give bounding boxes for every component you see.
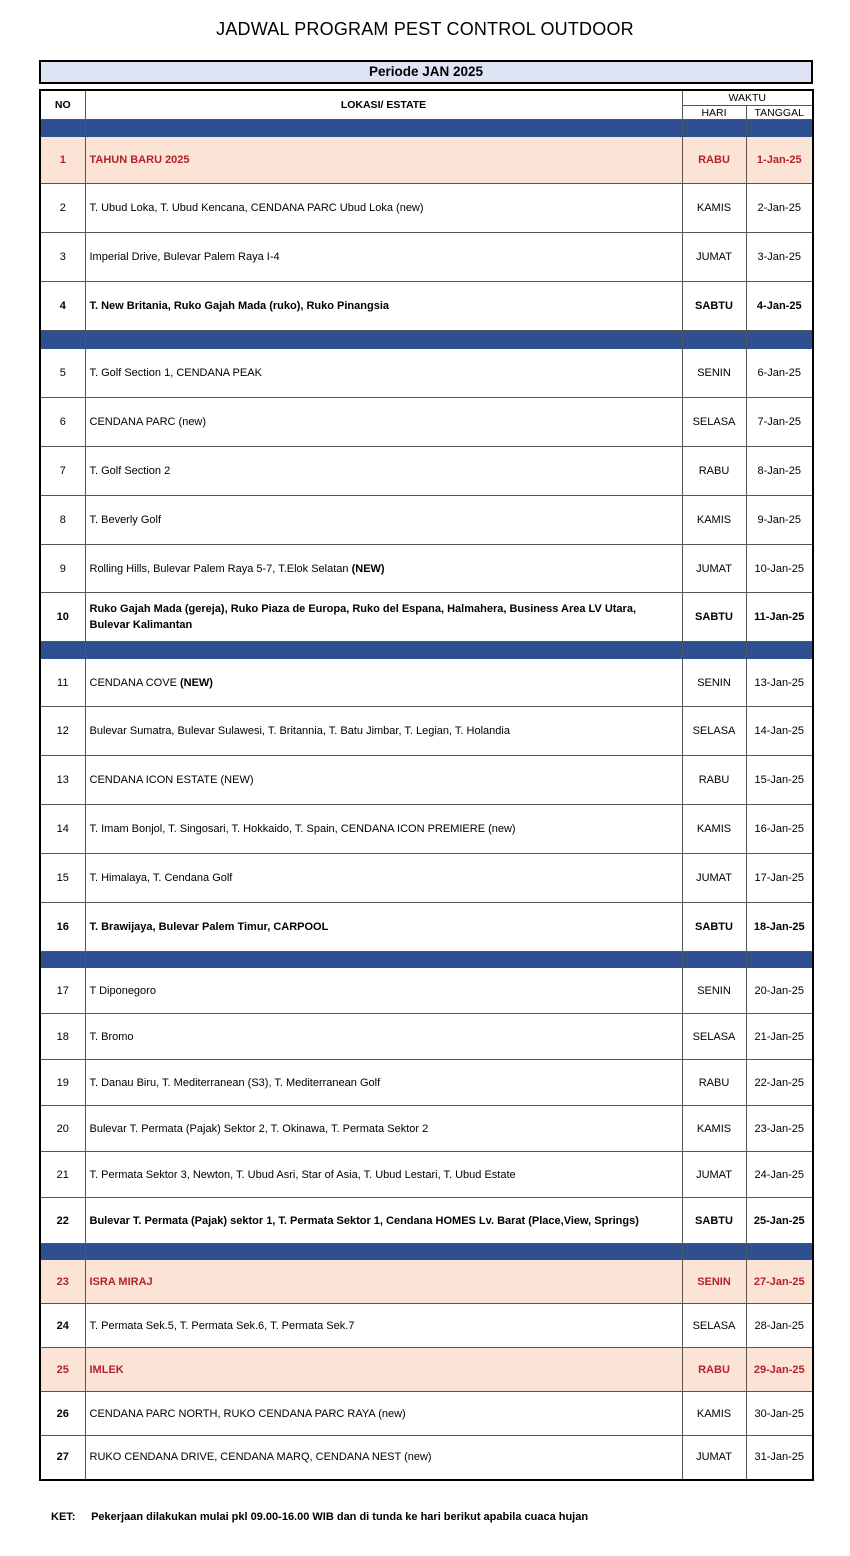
footnote	[51, 1511, 588, 1523]
location-text: Bulevar T. Permata (Pajak) Sektor 2, T. Okinawa, T. Permata Sektor 2	[89, 1122, 429, 1135]
row-date: 2-Jan-25	[746, 184, 813, 233]
separator-cell	[40, 952, 85, 968]
row-number: 9	[40, 545, 85, 593]
location-text: ISRA MIRAJ	[89, 1275, 153, 1288]
week-separator	[40, 331, 813, 349]
row-location	[85, 349, 682, 398]
table-row	[40, 756, 813, 805]
row-location	[85, 233, 682, 282]
footnote-text: Pekerjaan dilakukan mulai pkl 09.00-16.00 WIB dan di tunda ke hari berikut apabila cuaca hujan	[91, 1511, 589, 1523]
row-location	[85, 903, 682, 952]
row-date: 10-Jan-25	[746, 545, 813, 593]
location-text: T. Bromo	[89, 1030, 134, 1043]
week-separator	[40, 952, 813, 968]
table-row	[40, 545, 813, 593]
table-row	[40, 659, 813, 707]
separator-cell	[40, 331, 85, 349]
row-location	[85, 1392, 682, 1436]
location-text: T Diponegoro	[89, 984, 156, 997]
table-row	[40, 1348, 813, 1392]
location-text: CENDANA PARC NORTH, RUKO CENDANA PARC RAYA (new)	[89, 1407, 406, 1420]
row-number: 27	[40, 1436, 85, 1480]
row-number: 13	[40, 756, 85, 805]
table-row	[40, 137, 813, 184]
table-row	[40, 447, 813, 496]
row-location	[85, 1014, 682, 1060]
schedule-table	[39, 89, 814, 1481]
separator-cell	[682, 120, 746, 137]
location-text: T. Golf Section 1, CENDANA PEAK	[89, 367, 262, 379]
table-row	[40, 1060, 813, 1106]
location-text: T. Permata Sektor 3, Newton, T. Ubud Asri, Star of Asia, T. Ubud Lestari, T. Ubud Estate	[89, 1168, 516, 1181]
separator-cell	[85, 1244, 682, 1260]
row-location	[85, 1106, 682, 1152]
table-row	[40, 854, 813, 903]
row-location	[85, 496, 682, 545]
period-banner: Periode JAN 2025	[39, 60, 813, 84]
row-day: KAMIS	[682, 1392, 746, 1436]
table-row	[40, 1436, 813, 1480]
week-separator	[40, 1244, 813, 1260]
row-number: 23	[40, 1260, 85, 1304]
row-date: 8-Jan-25	[746, 447, 813, 496]
table-row	[40, 968, 813, 1014]
row-day: JUMAT	[682, 854, 746, 903]
separator-cell	[682, 952, 746, 968]
row-day: KAMIS	[682, 805, 746, 854]
table-row	[40, 349, 813, 398]
row-number: 24	[40, 1304, 85, 1348]
week-separator	[40, 642, 813, 659]
row-day: KAMIS	[682, 496, 746, 545]
table-row	[40, 1198, 813, 1244]
row-day: JUMAT	[682, 1152, 746, 1198]
row-number: 7	[40, 447, 85, 496]
row-date: 23-Jan-25	[746, 1106, 813, 1152]
row-date: 14-Jan-25	[746, 707, 813, 756]
row-day: SABTU	[682, 903, 746, 952]
row-location	[85, 854, 682, 903]
row-date: 17-Jan-25	[746, 854, 813, 903]
row-number: 3	[40, 233, 85, 282]
location-text: IMLEK	[89, 1363, 124, 1376]
row-date: 18-Jan-25	[746, 903, 813, 952]
location-new-tag: (NEW)	[176, 676, 213, 689]
location-text: RUKO CENDANA DRIVE, CENDANA MARQ, CENDANA NEST (new)	[89, 1451, 432, 1464]
table-row	[40, 1304, 813, 1348]
row-location	[85, 593, 682, 642]
row-day: KAMIS	[682, 1106, 746, 1152]
row-date: 25-Jan-25	[746, 1198, 813, 1244]
row-number: 15	[40, 854, 85, 903]
row-day: SELASA	[682, 398, 746, 447]
row-date: 9-Jan-25	[746, 496, 813, 545]
location-text: Rolling Hills, Bulevar Palem Raya 5-7, T.Elok Selatan	[89, 562, 349, 575]
row-location	[85, 1260, 682, 1304]
separator-cell	[85, 642, 682, 659]
row-date: 1-Jan-25	[746, 137, 813, 184]
row-location	[85, 1348, 682, 1392]
row-date: 3-Jan-25	[746, 233, 813, 282]
row-date: 31-Jan-25	[746, 1436, 813, 1480]
row-location	[85, 184, 682, 233]
table-row	[40, 903, 813, 952]
table-row	[40, 1260, 813, 1304]
location-text: Ruko Gajah Mada (gereja), Ruko Piaza de Europa, Ruko del Espana, Halmahera, Business Area LV Utara, Bulevar Kalimantan	[89, 603, 636, 631]
row-location	[85, 1060, 682, 1106]
row-day: SENIN	[682, 1260, 746, 1304]
row-location	[85, 968, 682, 1014]
separator-cell	[746, 642, 813, 659]
header-tanggal: TANGGAL	[746, 106, 813, 120]
separator-cell	[746, 1244, 813, 1260]
table-row	[40, 282, 813, 331]
location-text: CENDANA ICON ESTATE (NEW)	[89, 774, 254, 786]
row-date: 27-Jan-25	[746, 1260, 813, 1304]
row-day: SENIN	[682, 659, 746, 707]
table-row	[40, 496, 813, 545]
row-location	[85, 545, 682, 593]
location-text: T. Permata Sek.5, T. Permata Sek.6, T. Permata Sek.7	[89, 1319, 355, 1332]
page-title: JADWAL PROGRAM PEST CONTROL OUTDOOR	[216, 19, 634, 39]
row-date: 16-Jan-25	[746, 805, 813, 854]
location-text: T. Brawijaya, Bulevar Palem Timur, CARPOOL	[89, 921, 329, 933]
row-location	[85, 756, 682, 805]
row-location	[85, 137, 682, 184]
location-text: Bulevar Sumatra, Bulevar Sulawesi, T. Britannia, T. Batu Jimbar, T. Legian, T. Holandia	[89, 725, 510, 737]
table-row	[40, 805, 813, 854]
location-text: Imperial Drive, Bulevar Palem Raya I-4	[89, 251, 280, 263]
row-date: 15-Jan-25	[746, 756, 813, 805]
location-text: T. Beverly Golf	[89, 514, 162, 526]
table-row	[40, 1014, 813, 1060]
row-number: 4	[40, 282, 85, 331]
row-location	[85, 1304, 682, 1348]
location-text: TAHUN BARU 2025	[89, 154, 190, 166]
location-text: T. New Britania, Ruko Gajah Mada (ruko), Ruko Pinangsia	[89, 300, 389, 312]
row-location	[85, 398, 682, 447]
row-number: 8	[40, 496, 85, 545]
separator-cell	[746, 331, 813, 349]
row-date: 30-Jan-25	[746, 1392, 813, 1436]
row-location	[85, 1436, 682, 1480]
separator-cell	[682, 331, 746, 349]
row-location	[85, 707, 682, 756]
row-day: RABU	[682, 447, 746, 496]
location-text: CENDANA PARC (new)	[89, 416, 207, 428]
row-number: 26	[40, 1392, 85, 1436]
separator-cell	[85, 331, 682, 349]
row-day: RABU	[682, 137, 746, 184]
row-day: SENIN	[682, 968, 746, 1014]
row-number: 18	[40, 1014, 85, 1060]
location-text: T. Ubud Loka, T. Ubud Kencana, CENDANA PARC Ubud Loka (new)	[89, 202, 424, 214]
row-date: 20-Jan-25	[746, 968, 813, 1014]
row-number: 11	[40, 659, 85, 707]
row-date: 6-Jan-25	[746, 349, 813, 398]
row-number: 5	[40, 349, 85, 398]
week-separator	[40, 120, 813, 137]
row-day: SABTU	[682, 593, 746, 642]
separator-cell	[682, 642, 746, 659]
row-number: 12	[40, 707, 85, 756]
row-location	[85, 659, 682, 707]
row-number: 22	[40, 1198, 85, 1244]
header-no: NO	[40, 90, 85, 120]
row-day: JUMAT	[682, 1436, 746, 1480]
row-date: 21-Jan-25	[746, 1014, 813, 1060]
separator-cell	[85, 120, 682, 137]
separator-cell	[746, 952, 813, 968]
row-day: RABU	[682, 1060, 746, 1106]
table-row	[40, 398, 813, 447]
location-text: Bulevar T. Permata (Pajak) sektor 1, T. Permata Sektor 1, Cendana HOMES Lv. Barat (Place,View, Springs)	[89, 1214, 639, 1227]
row-date: 13-Jan-25	[746, 659, 813, 707]
row-location	[85, 1198, 682, 1244]
row-day: SENIN	[682, 349, 746, 398]
location-new-tag: (NEW)	[348, 562, 385, 575]
separator-cell	[40, 1244, 85, 1260]
row-day: KAMIS	[682, 184, 746, 233]
row-day: SELASA	[682, 1014, 746, 1060]
separator-cell	[85, 952, 682, 968]
table-row	[40, 1106, 813, 1152]
row-date: 28-Jan-25	[746, 1304, 813, 1348]
separator-cell	[746, 120, 813, 137]
separator-cell	[682, 1244, 746, 1260]
row-number: 25	[40, 1348, 85, 1392]
header-hari: HARI	[682, 106, 746, 120]
row-day: JUMAT	[682, 233, 746, 282]
row-number: 21	[40, 1152, 85, 1198]
row-day: SELASA	[682, 707, 746, 756]
schedule-body	[40, 120, 813, 1480]
row-date: 7-Jan-25	[746, 398, 813, 447]
location-text: T. Imam Bonjol, T. Singosari, T. Hokkaido, T. Spain, CENDANA ICON PREMIERE (new)	[89, 823, 516, 835]
row-date: 24-Jan-25	[746, 1152, 813, 1198]
row-number: 6	[40, 398, 85, 447]
row-number: 19	[40, 1060, 85, 1106]
location-text: CENDANA COVE	[89, 676, 177, 689]
row-day: JUMAT	[682, 545, 746, 593]
row-location	[85, 447, 682, 496]
row-number: 14	[40, 805, 85, 854]
footnote-label: KET:	[51, 1511, 76, 1523]
separator-cell	[40, 642, 85, 659]
row-day: SABTU	[682, 282, 746, 331]
row-date: 4-Jan-25	[746, 282, 813, 331]
location-text: T. Himalaya, T. Cendana Golf	[89, 872, 233, 884]
row-location	[85, 1152, 682, 1198]
row-date: 22-Jan-25	[746, 1060, 813, 1106]
row-number: 2	[40, 184, 85, 233]
table-row	[40, 593, 813, 642]
row-number: 10	[40, 593, 85, 642]
table-row	[40, 1152, 813, 1198]
row-location	[85, 805, 682, 854]
row-date: 29-Jan-25	[746, 1348, 813, 1392]
table-row	[40, 233, 813, 282]
row-day: RABU	[682, 1348, 746, 1392]
table-row	[40, 184, 813, 233]
row-date: 11-Jan-25	[746, 593, 813, 642]
row-day: SELASA	[682, 1304, 746, 1348]
location-text: T. Golf Section 2	[89, 465, 171, 477]
separator-cell	[40, 120, 85, 137]
row-number: 1	[40, 137, 85, 184]
location-text: T. Danau Biru, T. Mediterranean (S3), T. Mediterranean Golf	[89, 1076, 381, 1089]
row-number: 17	[40, 968, 85, 1014]
row-number: 20	[40, 1106, 85, 1152]
row-day: SABTU	[682, 1198, 746, 1244]
row-number: 16	[40, 903, 85, 952]
header-lokasi: LOKASI/ ESTATE	[85, 90, 682, 120]
row-location	[85, 282, 682, 331]
row-day: RABU	[682, 756, 746, 805]
table-row	[40, 1392, 813, 1436]
header-waktu: WAKTU	[682, 90, 813, 106]
table-row	[40, 707, 813, 756]
